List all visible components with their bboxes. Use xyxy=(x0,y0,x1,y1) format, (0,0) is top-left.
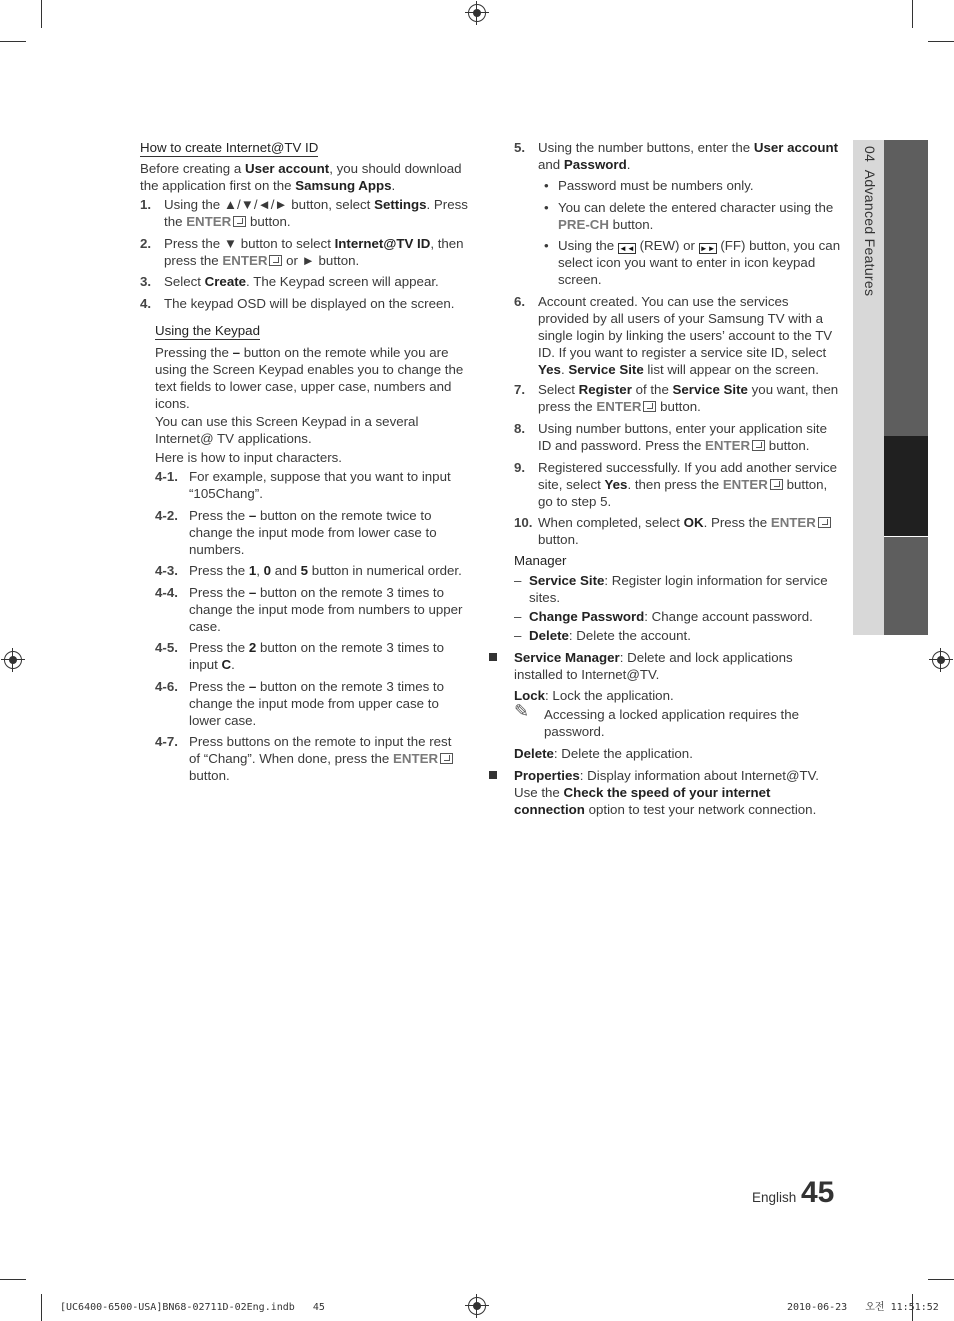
step-9: 9. Registered successfully. If you add another service site, select Yes. then press the ENTER button, go to step 5. xyxy=(514,460,838,509)
enter-icon xyxy=(269,255,282,266)
keypad-paragraph-3: Here is how to input characters. xyxy=(155,450,342,465)
print-file-slug: [UC6400-6500-USA]BN68-02711D-02Eng.indb 45 xyxy=(60,1302,325,1313)
substep-4-2: 4-2. Press the – button on the remote twice to change the input mode from lower case to numbers. xyxy=(155,508,437,557)
service-manager-item: Service Manager: Delete and lock applications installed to Internet@TV. xyxy=(489,649,839,683)
enter-icon xyxy=(643,401,656,412)
enter-icon xyxy=(440,753,453,764)
rewind-icon: ◄◄ xyxy=(618,244,635,253)
note-pencil-icon: ✎ xyxy=(514,701,530,721)
enter-icon xyxy=(233,216,246,227)
manager-item: – Change Password: Change account password. xyxy=(514,609,813,624)
crop-mark xyxy=(928,1279,954,1280)
print-date-slug: 2010-06-23 오전 11:51:52 xyxy=(787,1302,939,1313)
step-6: 6. Account created. You can use the services provided by all users of your Samsung TV with a single login by linking the users’ account to the TV ID. If you want to register a service site ID, select Yes. Service Site list will appear on the screen. xyxy=(514,294,833,377)
crop-mark xyxy=(41,0,42,28)
step-5: 5. Using the number buttons, enter the User account and Password. xyxy=(514,140,839,172)
heading-text: How to create Internet@TV ID xyxy=(140,140,319,155)
crop-mark xyxy=(41,1294,42,1321)
crop-mark xyxy=(0,41,26,42)
note: ✎ Accessing a locked application requires the password. xyxy=(514,701,800,739)
registration-mark-icon xyxy=(932,651,950,669)
step-10: 10. When completed, select OK. Press the ENTER button. xyxy=(514,514,839,548)
square-bullet-icon xyxy=(489,771,497,779)
side-tab-active xyxy=(884,436,928,536)
keypad-paragraph-1: Pressing the – button on the remote while you are using the Screen Keypad enables you to change the text fields to lower case, upper case, numbers and icons. xyxy=(155,345,464,411)
substep-4-1: 4-1. For example, suppose that you want to input “105Chang”. xyxy=(155,469,451,501)
lock-line: Lock: Lock the application. xyxy=(514,688,674,703)
intro-paragraph: Before creating a User account, you should download the application first on the Samsung Apps. xyxy=(140,161,462,193)
fast-forward-icon: ►► xyxy=(699,244,716,253)
keypad-paragraph-2: You can use this Screen Keypad in a several Internet@ TV applications. xyxy=(155,414,419,446)
manager-item: – Delete: Delete the account. xyxy=(514,628,691,643)
crop-mark xyxy=(912,0,913,28)
footer-language: English xyxy=(752,1190,797,1205)
page-number: 45 xyxy=(801,1176,835,1209)
section-heading xyxy=(140,139,318,156)
step-8: 8. Using number buttons, enter your application site ID and password. Press the ENTER button. xyxy=(514,421,827,453)
step-3: 3. Select Create. The Keypad screen will appear. xyxy=(140,274,439,289)
crop-mark xyxy=(928,41,954,42)
manager-item: – Service Site: Register login information for service sites. xyxy=(514,573,828,605)
keypad-heading: Using the Keypad xyxy=(155,323,260,338)
side-tab-dark-top xyxy=(884,140,928,436)
enter-icon xyxy=(770,479,783,490)
bullet-item: • Password must be numbers only. xyxy=(544,178,754,193)
substep-4-3: 4-3. Press the 1, 0 and 5 button in numerical order. xyxy=(155,563,462,578)
registration-mark-icon xyxy=(4,651,22,669)
enter-icon xyxy=(818,517,831,528)
delete-app-line: Delete: Delete the application. xyxy=(514,746,693,761)
substep-4-6: 4-6. Press the – button on the remote 3 times to change the input mode from upper case to lower case. xyxy=(155,679,445,728)
registration-mark-icon xyxy=(468,4,486,22)
side-tab-dark-bottom xyxy=(884,537,928,635)
square-bullet-icon xyxy=(489,653,497,661)
step-7: 7. Select Register of the Service Site you want, then press the ENTER button. xyxy=(514,382,839,414)
manager-heading: Manager xyxy=(514,553,567,568)
side-tab-label: 04 Advanced Features xyxy=(862,146,878,297)
bullet-item: • Using the ◄◄ (REW) or ►► (FF) button, you can select icon you want to enter in icon keypad screen. xyxy=(544,238,841,287)
bullet-item: • You can delete the entered character using the PRE-CH button. xyxy=(544,200,834,232)
enter-icon xyxy=(752,440,765,451)
step-2: 2. Press the ▼ button to select Internet@TV ID, then press the ENTER or ► button. xyxy=(140,236,464,268)
substep-4-4: 4-4. Press the – button on the remote 3 times to change the input mode from numbers to upper case. xyxy=(155,585,463,634)
substep-4-7: 4-7. Press buttons on the remote to input the rest of “Chang”. When done, press the ENTER button. xyxy=(155,734,452,783)
registration-mark-icon xyxy=(468,1297,486,1315)
step-1: 1. Using the ▲/▼/◄/► button, select Settings. Press the ENTER button. xyxy=(140,197,468,229)
substep-4-5: 4-5. Press the 2 button on the remote 3 times to input C. xyxy=(155,640,445,672)
step-4: 4. The keypad OSD will be displayed on the screen. xyxy=(140,296,455,311)
crop-mark xyxy=(0,1279,26,1280)
properties-item: Properties: Display information about Internet@TV. Use the Check the speed of your internet connection option to test your network connection. xyxy=(489,767,839,818)
